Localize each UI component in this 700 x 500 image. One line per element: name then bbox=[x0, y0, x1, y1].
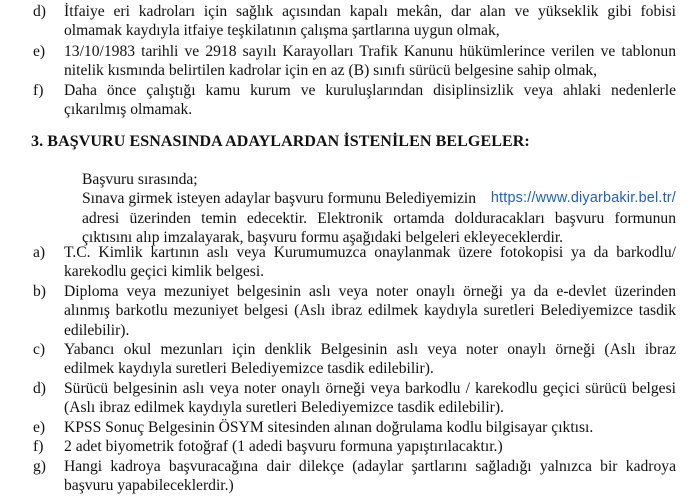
item-marker: d) bbox=[33, 3, 46, 20]
item-marker: e) bbox=[33, 43, 46, 60]
document-item-e bbox=[33, 418, 676, 437]
document-item-d bbox=[33, 379, 676, 418]
document-item-g bbox=[33, 457, 676, 496]
intro-line: çıktısını alıp imzalayarak, başvuru formu aşağıdaki belgeleri ekleyeceklerdir. bbox=[82, 229, 564, 247]
requirement-item-e bbox=[33, 42, 676, 81]
item-text-line: başvuru yapabileceklerdir.) bbox=[64, 477, 234, 495]
item-marker: b) bbox=[33, 283, 46, 300]
item-text-line: karekodlu geçici kimlik belgesi. bbox=[64, 263, 265, 281]
intro-text: Sınava girmek isteyen adaylar başvuru formunu Belediyemizin bbox=[82, 190, 477, 208]
item-text-line: Diploma veya mezuniyet belgesinin aslı veya noter onaylı örneği ya da e-devlet üzerinden bbox=[64, 283, 676, 300]
document-item-f bbox=[33, 437, 676, 456]
item-text-line: Hangi kadroya başvuracağına dair dilekçe (adaylar şartlarını sağladığı yalnızca bir kadroya bbox=[64, 458, 676, 475]
item-marker: g) bbox=[33, 458, 46, 475]
section-heading: 3. BAŞVURU ESNASINDA ADAYLARDAN İSTENİLEN BELGELER: bbox=[31, 133, 530, 150]
item-text-line: İtfaiye eri kadroları için sağlık açısından kapalı mekân, dar alan ve yükseklik gibi fobisi bbox=[64, 3, 676, 20]
intro-line: Başvuru sırasında; bbox=[82, 171, 198, 188]
item-marker: e) bbox=[33, 419, 46, 436]
item-marker: a) bbox=[33, 244, 46, 261]
document-item-b bbox=[33, 282, 676, 340]
item-text-line: Yabancı okul mezunları için denklik Belgesinin aslı veya noter onaylı örneği (Aslı ibraz bbox=[64, 341, 676, 358]
item-text-line: (Aslı ibraz edilmek kaydıyla suretleri Belediyemizce tasdik edilebilir). bbox=[64, 399, 504, 417]
item-text-line: Sürücü belgesinin aslı veya noter onaylı örneği veya barkodlu / karekodlu geçici sürücü belgesi bbox=[64, 380, 676, 397]
item-text-line: 2 adet biyometrik fotoğraf (1 adedi başvuru formuna yapıştırılacaktır.) bbox=[64, 438, 503, 455]
intro-line bbox=[82, 189, 676, 208]
item-text-line: olmamak kaydıyla itfaiye teşkilatının çalışma şartlarına uygun olmak, bbox=[64, 22, 500, 40]
item-text-line: çıkarılmış olmamak. bbox=[64, 101, 193, 119]
item-text-line: nitelik kısmında belirtilen kadrolar için en az (B) sınıfı sürücü belgesine sahip olmak, bbox=[64, 62, 598, 80]
document-item-a bbox=[33, 243, 676, 282]
requirement-item-d bbox=[33, 2, 676, 41]
item-marker: f) bbox=[33, 438, 44, 455]
item-text-line: 13/10/1983 tarihli ve 2918 sayılı Karayolları Trafik Kanunu hükümlerince verilen ve tablonun bbox=[64, 43, 676, 60]
document-item-c bbox=[33, 340, 676, 379]
item-marker: c) bbox=[33, 341, 46, 358]
item-text-line: Daha önce çalıştığı kamu kurum ve kuruluşlarından disiplinsizlik veya ahlaki nedenlerle bbox=[64, 82, 676, 99]
item-marker: f) bbox=[33, 82, 44, 99]
item-text-line: edilmek kaydıyla suretleri Belediyemizce tasdik edilebilir). bbox=[64, 360, 434, 378]
requirement-item-f bbox=[33, 81, 676, 120]
item-text-line: T.C. Kimlik kartının aslı veya Kurumumuzca onaylanmak üzere fotokopisi ya da barkodlu/ bbox=[64, 244, 676, 261]
item-marker: d) bbox=[33, 380, 46, 397]
item-text-line: KPSS Sonuç Belgesinin ÖSYM sitesinden alınan doğrulama kodlu bilgisayar çıktısı. bbox=[64, 419, 594, 436]
item-text-line: edilebilir). bbox=[64, 321, 130, 339]
intro-line: adresi üzerinden temin edecektir. Elektronik ortamda dolduracakları başvuru formunun bbox=[82, 209, 676, 227]
intro-paragraph bbox=[82, 170, 676, 248]
website-link[interactable]: https://www.diyarbakir.bel.tr/ bbox=[490, 190, 676, 207]
item-text-line: alınmış barkotlu mezuniyet belgesi (Aslı ibraz edilmek kaydıyla suretleri Belediyemizce tasdik bbox=[64, 302, 676, 320]
